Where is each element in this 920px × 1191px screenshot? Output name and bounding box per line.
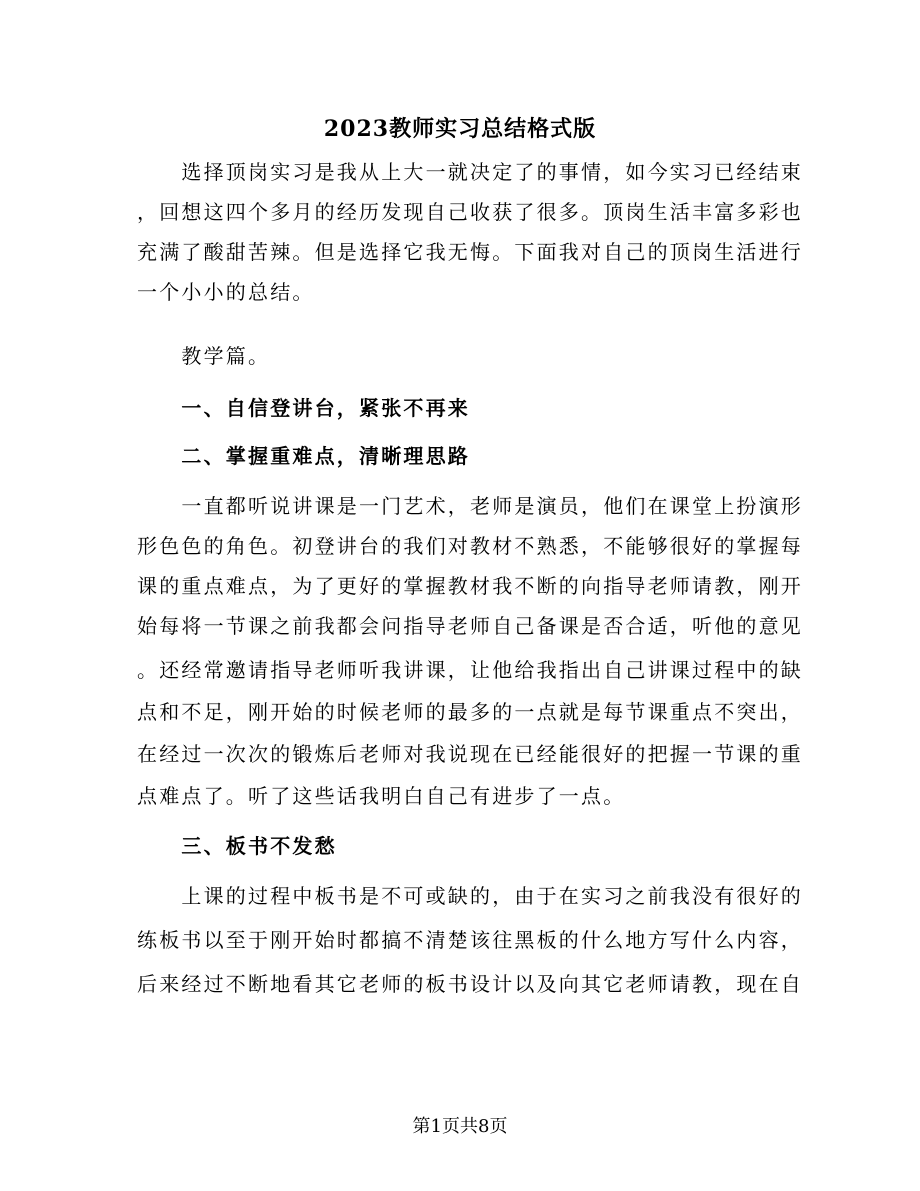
paragraph-line: 点难点了。听了这些话我明白自己有进步了一点。 <box>137 784 626 808</box>
paragraph-line: 上课的过程中板书是不可或缺的，由于在实习之前我没有很好的 <box>137 884 803 908</box>
paragraph-line: 选择顶岗实习是我从上大一就决定了的事情，如今实习已经结束 <box>137 160 803 184</box>
paragraph-line: 形色色的角色。初登讲台的我们对教材不熟悉，不能够很好的掌握每 <box>137 534 803 558</box>
paragraph-line: 一个小小的总结。 <box>137 280 315 304</box>
section-heading-2: 二、掌握重难点，清晰理思路 <box>137 444 470 468</box>
paragraph-line: 充满了酸甜苦辣。但是选择它我无悔。下面我对自己的顶岗生活进行 <box>137 240 803 264</box>
page-footer: 第1页共8页 <box>412 1116 508 1137</box>
paragraph-line: 。还经常邀请指导老师听我讲课，让他给我指出自己讲课过程中的缺 <box>137 658 803 682</box>
paragraph-line: 课的重点难点，为了更好的掌握教材我不断的向指导老师请教，刚开 <box>137 574 803 598</box>
paragraph-line: 练板书以至于刚开始时都搞不清楚该往黑板的什么地方写什么内容， <box>137 928 803 952</box>
section-heading-1: 一、自信登讲台，紧张不再来 <box>137 396 470 420</box>
paragraph-line: ，回想这四个多月的经历发现自己收获了很多。顶岗生活丰富多彩也 <box>137 200 803 224</box>
section-label: 教学篇。 <box>137 344 271 368</box>
paragraph-line: 始每将一节课之前我都会问指导老师自己备课是否合适，听他的意见 <box>137 614 803 638</box>
paragraph-line: 在经过一次次的锻炼后老师对我说现在已经能很好的把握一节课的重 <box>137 742 803 766</box>
document-title: 2023教师实习总结格式版 <box>323 116 597 142</box>
paragraph-line: 后来经过不断地看其它老师的板书设计以及向其它老师请教，现在自 <box>137 972 803 996</box>
section-heading-3: 三、板书不发愁 <box>137 834 337 858</box>
paragraph-line: 点和不足，刚开始的时候老师的最多的一点就是每节课重点不突出， <box>137 700 803 724</box>
paragraph-line: 一直都听说讲课是一门艺术，老师是演员，他们在课堂上扮演形 <box>137 494 803 518</box>
